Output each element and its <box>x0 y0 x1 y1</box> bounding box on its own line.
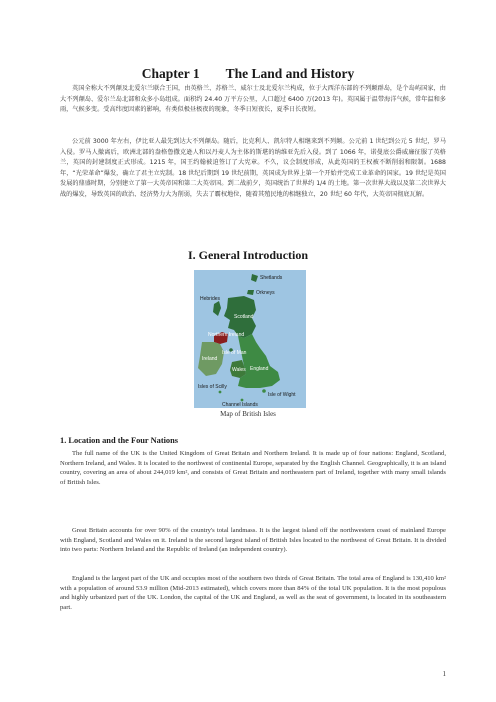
chapter-title: The Land and History <box>225 66 355 81</box>
subsection-heading: 1. Location and the Four Nations <box>60 436 179 445</box>
label-england: England <box>250 366 269 372</box>
page-number: 1 <box>442 670 446 678</box>
map-caption: Map of British Isles <box>220 410 276 418</box>
label-ireland: Ireland <box>202 356 218 362</box>
label-northern-ireland: Northern Ireland <box>208 332 245 338</box>
isles-of-scilly-shape <box>219 391 222 394</box>
label-isles-of-scilly: Isles of Scilly <box>198 384 227 390</box>
body-paragraph-2: Great Britain accounts for over 90% of the country's total landmass. It is the largest island off the northwestern coast of mainland Europe with England, Scotland and Wales on it. Ireland is the second largest island of British Isles located to the northwest of Great Britain. It is divided into two parts: Northern Ireland and the Republic of Ireland (an independent country). <box>60 527 446 554</box>
chapter-heading <box>0 66 496 82</box>
label-orkneys: Orkneys <box>256 290 275 296</box>
label-channel-islands: Channel Islands <box>222 402 258 408</box>
intro-paragraph-zh-1: 英国全称大不列颠及北爱尔兰联合王国，由英格兰、苏格兰、威尔士及北爱尔兰构成，位于大西洋东部的不列颠群岛，是个岛屿国家，由大不列颠岛、爱尔兰岛北部和众多小岛组成。面积约 24.40 万平方公里，人口超过 6400 万(2013 年)。英国属于温带海洋气候，常年温和多雨，气候多变。受高纬度因素的影响，有类似极昼极夜的现象，冬季日短夜长，夏季日长夜短。 <box>60 85 446 114</box>
section-heading: I. General Introduction <box>187 248 309 262</box>
map-graphic <box>194 270 306 408</box>
chapter-number: Chapter 1 <box>141 66 200 81</box>
isle-of-wight-shape <box>262 389 266 393</box>
body-paragraph-1: The full name of the UK is the United Kingdom of Great Britain and Northern Ireland. It is made up of four nations: England, Scotland, Northern Ireland, and Wales. It is located to the northwest of continental Europe, separated by the English Channel. Geographically, it is an island country, covering an area of about 244,019 km², and consists of Great Britain and northeastern part of Ireland, together with many small islands of British Isles. <box>60 450 446 487</box>
body-paragraph-3: England is the largest part of the UK and occupies most of the southern two thirds of Great Britain. The total area of England is 130,410 km² with a population of around 53.9 million (Mid-2013 estimated), which covers more than 84% of the total UK population. It is the most populous and highly urbanized part of the UK. London, the capital of the UK and England, as well as the seat of government, is located in its southeastern part. <box>60 575 446 612</box>
label-hebrides: Hebrides <box>200 296 221 302</box>
channel-islands-shape <box>241 399 244 402</box>
label-isle-of-man: Isle of Man <box>222 350 247 356</box>
label-isle-of-wight: Isle of Wight <box>268 392 296 398</box>
label-shetlands: Shetlands <box>260 275 283 281</box>
label-wales: Wales <box>232 367 246 373</box>
british-isles-map <box>194 270 306 408</box>
intro-paragraph-zh-2: 公元前 3000 年左右，伊比亚人最先到达大不列颠岛。随后，比克利人、凯尔特人相继来到不列颠。公元前 1 世纪到公元 5 世纪，罗马入侵。罗马人撤离后，欧洲北部的盎格鲁撒克逊人和以丹麦人为主体的斯堪的纳维亚先后入侵。到了 1066 年，诺曼底公爵威廉征服了英格兰，英国的封建制度正式形成。1215 年，国王约翰被迫签订了大宪章。不久，议会制度形成，从此英国的王权被不断削弱和限制。1688 年，“光荣革命”爆发，确立了君主立宪制。18 世纪后期到 19 世纪前期，英国成为世界上第一个开始并完成工业革命的国家。19 世纪是英国发展的鼎盛时期，分别建立了第一大英帝国和第二大英帝国。到二战前夕，英国统治了世界约 1/4 的土地。第一次世界大战以及第二次世界大战的爆发，导致英国的政治、经济势力大为削弱，失去了霸权地位，随着其殖民地的相继独立，20 世纪 60 年代，大英帝国彻底瓦解。 <box>60 138 446 198</box>
label-scotland: Scotland <box>234 314 254 320</box>
